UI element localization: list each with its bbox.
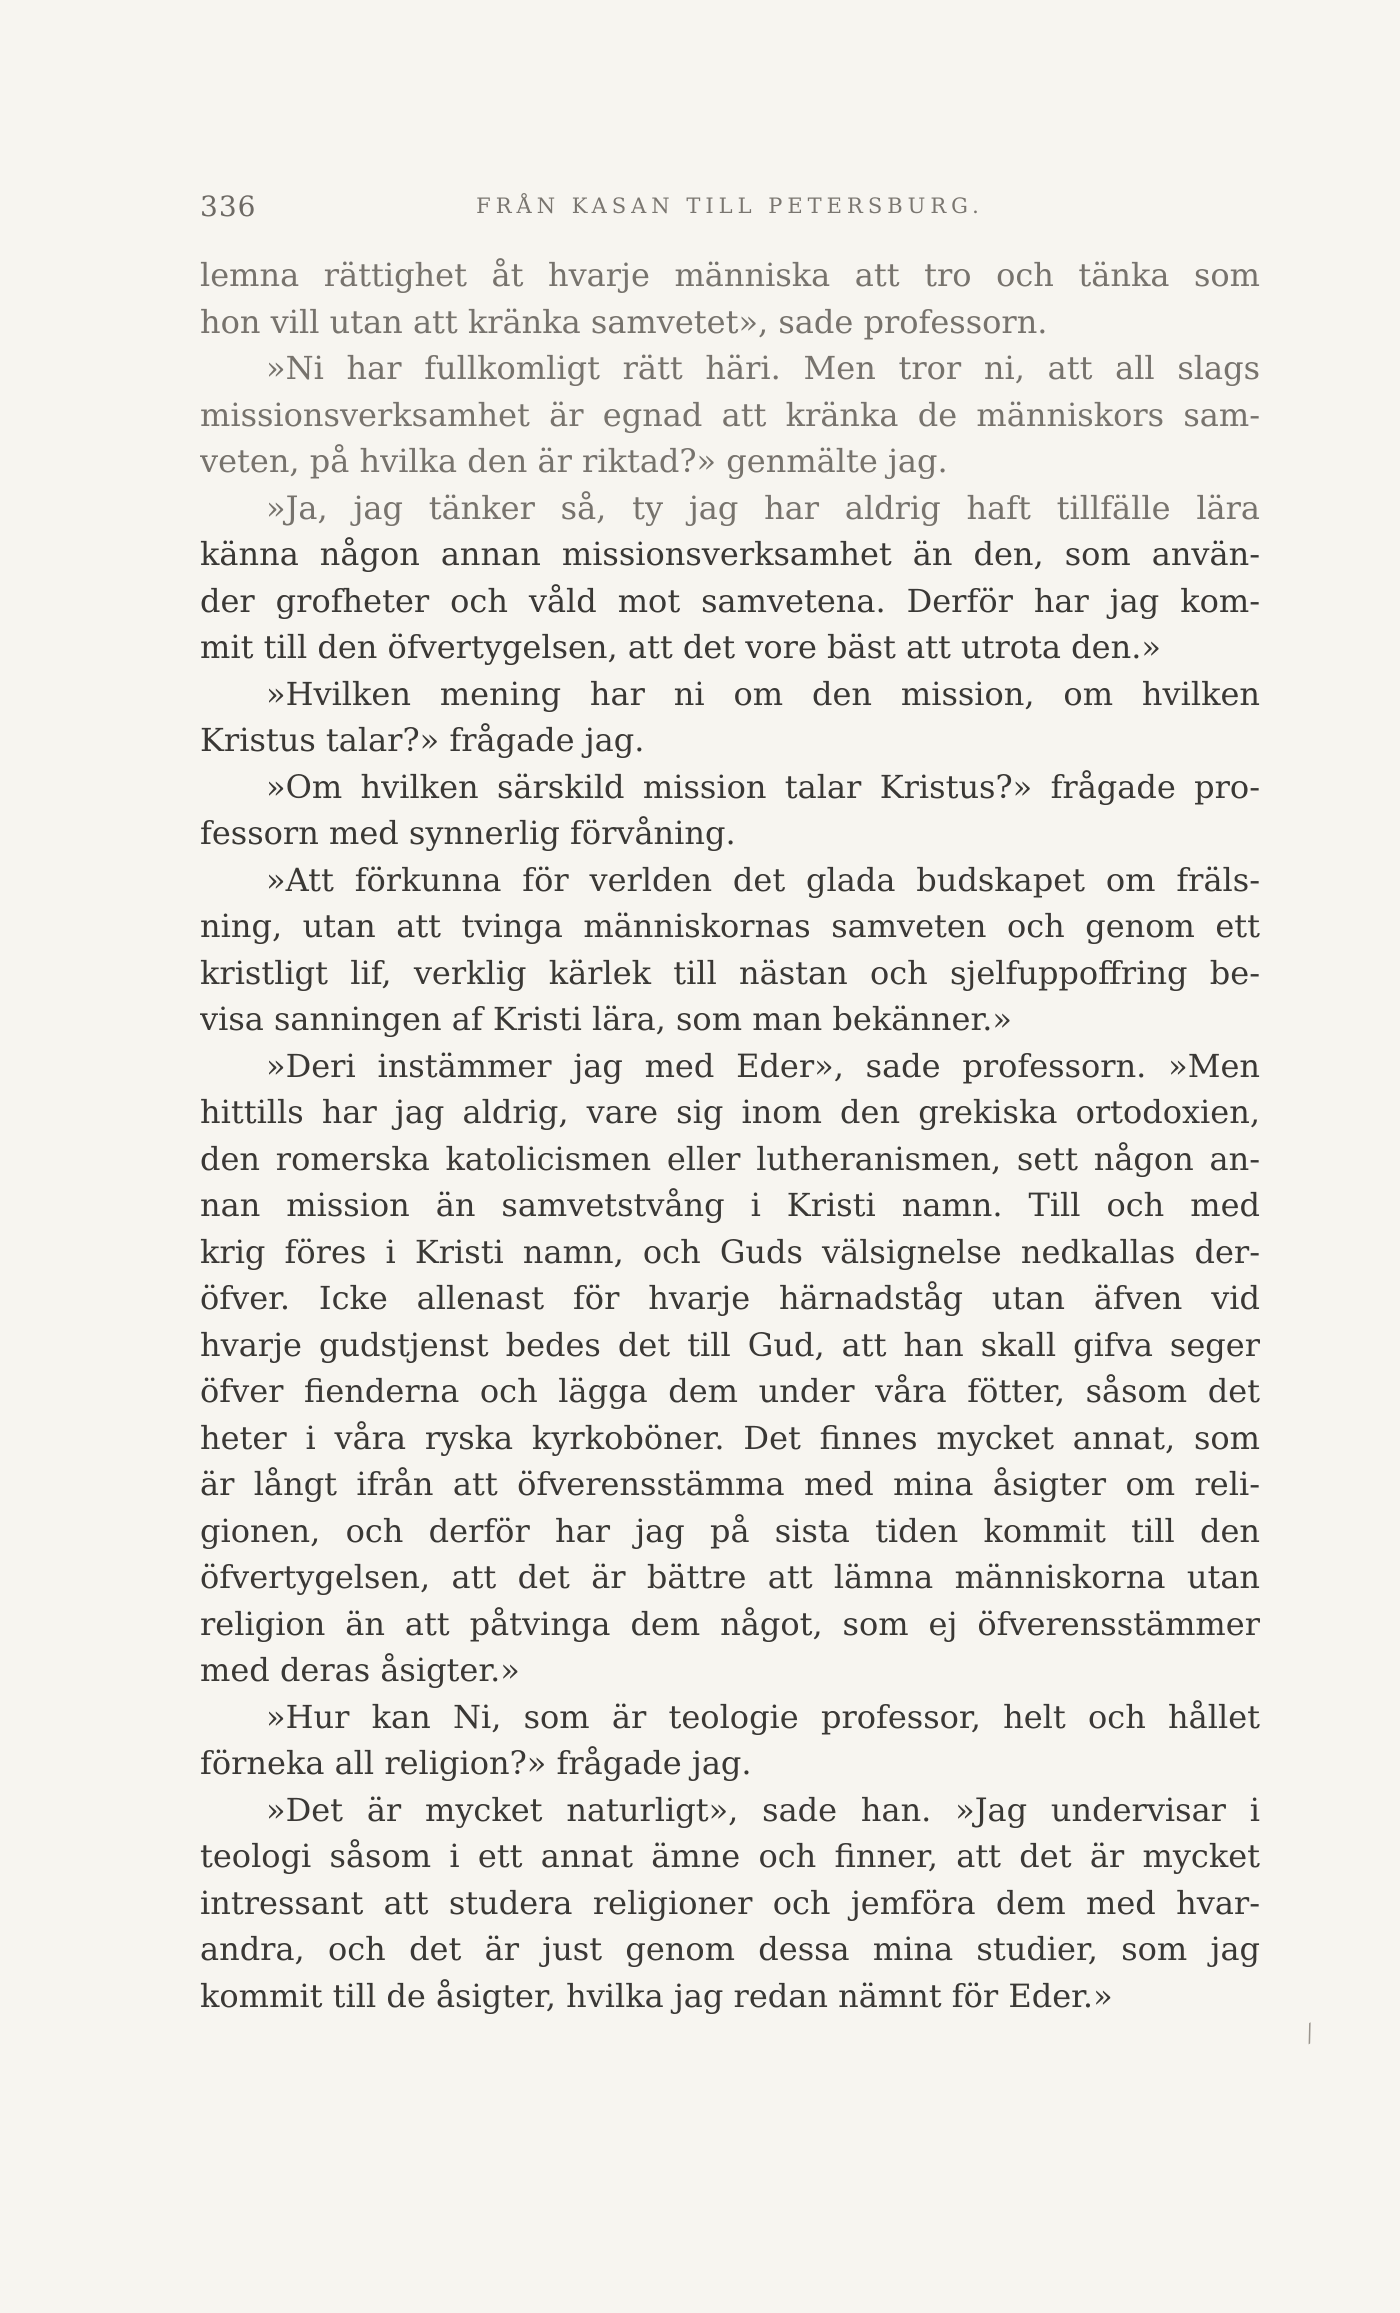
text-line: hon vill utan att kränka samvetet», sade professorn. xyxy=(200,302,1048,341)
text-line: intressant att studera religioner och jemföra dem med hvar- xyxy=(200,1883,1260,1922)
paragraph-first-line: »Hur kan Ni, som är teologie professor, helt och hållet xyxy=(266,1697,1260,1736)
text-line: med deras åsigter.» xyxy=(200,1651,520,1689)
text-line: krig föres i Kristi namn, och Guds välsignelse nedkallas der- xyxy=(200,1232,1260,1271)
text-line: der grofheter och våld mot samvetena. Derför har jag kom- xyxy=(200,581,1260,620)
text-line: fessorn med synnerlig förvåning. xyxy=(200,814,736,852)
text-line: öfver. Icke allenast för hvarje härnadståg utan äfven vid xyxy=(200,1279,1260,1317)
text-line: nan mission än samvetstvång i Kristi namn. Till och med xyxy=(200,1186,1260,1224)
page-header xyxy=(200,190,1260,230)
text-line: veten, på hvilka den är riktad?» genmälte jag. xyxy=(200,442,948,480)
text-line: kristligt lif, verklig kärlek till nästan och sjelfuppoffring be- xyxy=(200,953,1260,992)
text-line: förneka all religion?» frågade jag. xyxy=(200,1744,752,1782)
text-line: mit till den öfvertygelsen, att det vore bäst att utrota den.» xyxy=(200,628,1161,666)
paragraph-first-line: »Ja, jag tänker så, ty jag har aldrig haft tillfälle lära xyxy=(266,488,1260,527)
text-line: hvarje gudstjenst bedes det till Gud, att han skall gifva seger xyxy=(200,1325,1260,1364)
text-line: öfver fienderna och lägga dem under våra fötter, såsom det xyxy=(200,1372,1260,1410)
page-number: 336 xyxy=(200,190,257,223)
text-line: öfvertygelsen, att det är bättre att lämna människorna utan xyxy=(200,1558,1260,1596)
text-line: Kristus talar?» frågade jag. xyxy=(200,721,645,759)
text-line: känna någon annan missionsverksamhet än den, som använ- xyxy=(200,535,1260,573)
pencil-mark-icon: ⁄ xyxy=(1301,2020,1319,2048)
body-text xyxy=(200,252,1260,2019)
text-line: missionsverksamhet är egnad att kränka de människors sam- xyxy=(200,395,1260,434)
text-line: religion än att påtvinga dem något, som ej öfverensstämmer xyxy=(200,1604,1260,1643)
running-title: FRÅN KASAN TILL PETERSBURG. xyxy=(476,194,984,218)
paragraph-first-line: »Om hvilken särskild mission talar Kristus?» frågade pro- xyxy=(266,767,1260,806)
text-line: hittills har jag aldrig, vare sig inom den grekiska ortodoxien, xyxy=(200,1093,1260,1131)
text-line: visa sanningen af Kristi lära, som man bekänner.» xyxy=(200,1000,1012,1038)
text-line: är långt ifrån att öfverensstämma med mina åsigter om reli- xyxy=(200,1465,1260,1503)
text-line: andra, och det är just genom dessa mina studier, som jag xyxy=(200,1930,1260,1968)
text-line: ning, utan att tvinga människornas samveten och genom ett xyxy=(200,907,1260,945)
text-line: teologi såsom i ett annat ämne och finner, att det är mycket xyxy=(200,1837,1260,1875)
text-line: den romerska katolicismen eller lutheranismen, sett någon an- xyxy=(200,1139,1260,1178)
paragraph-first-line: »Ni har fullkomligt rätt häri. Men tror ni, att all slags xyxy=(266,349,1260,387)
text-line: heter i våra ryska kyrkoböner. Det finnes mycket annat, som xyxy=(200,1418,1260,1457)
paragraph-first-line: »Att förkunna för verlden det glada budskapet om fräls- xyxy=(266,860,1260,899)
paragraph-first-line: »Deri instämmer jag med Eder», sade professorn. »Men xyxy=(266,1046,1260,1085)
text-line: gionen, och derför har jag på sista tiden kommit till den xyxy=(200,1511,1260,1550)
text-line: lemna rättighet åt hvarje människa att tro och tänka som xyxy=(200,256,1260,294)
paragraph-first-line: »Det är mycket naturligt», sade han. »Jag undervisar i xyxy=(266,1790,1260,1829)
paragraph-first-line: »Hvilken mening har ni om den mission, om hvilken xyxy=(266,674,1260,713)
text-line: kommit till de åsigter, hvilka jag redan nämnt för Eder.» xyxy=(200,1976,1113,2015)
